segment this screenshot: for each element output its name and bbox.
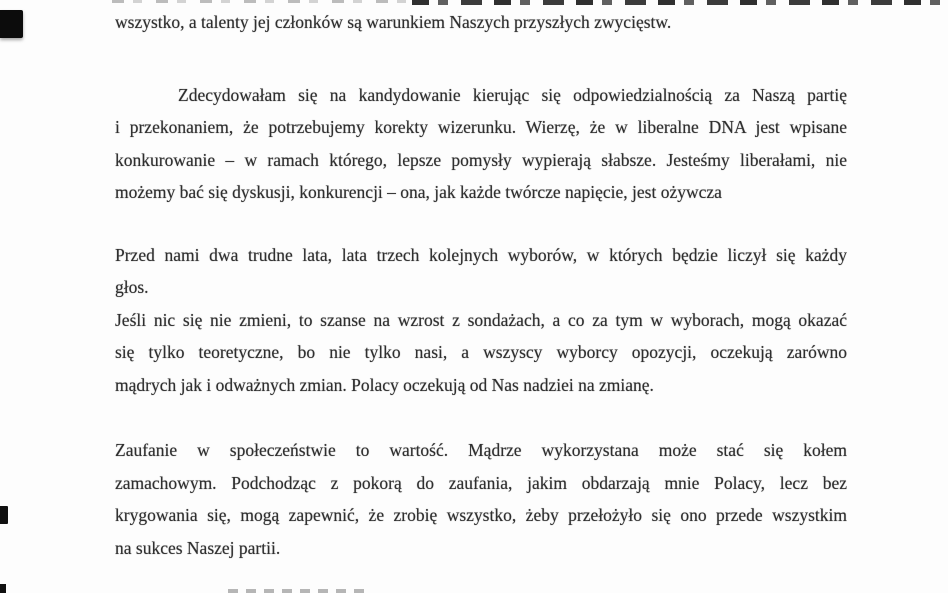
text-line: na sukces Naszej partii. bbox=[115, 537, 281, 558]
left-edge-ink-mark-mid bbox=[0, 506, 8, 524]
text-line: Zaufanie w społeczeństwie to wartość. Mądrze wykorzystana może stać się kołem bbox=[115, 440, 847, 460]
document-text-column bbox=[115, 6, 847, 564]
paragraph bbox=[115, 6, 847, 39]
bottom-edge-cutoff-text bbox=[228, 589, 368, 593]
left-edge-ink-mark-bottom bbox=[0, 584, 6, 593]
text-line: Jeśli nic się nie zmieni, to szanse na wzrost z sondażach, a co za tym w wyborach, mogą okazać bbox=[115, 309, 847, 330]
paragraph bbox=[115, 79, 847, 209]
text-line: wszystko, a talenty jej członków są warunkiem Naszych przyszłych zwycięstw. bbox=[115, 12, 672, 32]
paragraph bbox=[115, 239, 847, 402]
text-line: krygowania się, mogą zapewnić, że zrobię wszystko, żeby przełożyło się ono przede wszystkim bbox=[115, 505, 847, 525]
top-edge-cutoff-text-faint bbox=[112, 0, 412, 3]
text-line: konkurowanie – w ramach którego, lepsze pomysły wypierają słabsze. Jesteśmy liberałami, nie bbox=[115, 149, 847, 170]
paragraph bbox=[115, 434, 847, 564]
left-edge-ink-blot bbox=[0, 10, 23, 38]
text-line: Zdecydowałam się na kandydowanie kierując się odpowiedzialnością za Naszą partię bbox=[178, 84, 847, 105]
text-line: się tylko teoretyczne, bo nie tylko nasi, a wszyscy wyborcy opozycji, oczekują zarówno bbox=[115, 342, 847, 362]
text-line: głos. bbox=[115, 277, 149, 297]
text-line: możemy bać się dyskusji, konkurencji – ona, jak każde twórcze napięcie, jest ożywcza bbox=[115, 182, 722, 202]
top-edge-cutoff-text-dark bbox=[412, 0, 940, 5]
text-line: i przekonaniem, że potrzebujemy korekty wizerunku. Wierzę, że w liberalne DNA jest wpisane bbox=[115, 117, 847, 137]
text-line: mądrych jak i odważnych zmian. Polacy oczekują od Nas nadziei na zmianę. bbox=[115, 374, 654, 395]
text-line: Przed nami dwa trudne lata, lata trzech kolejnych wyborów, w których będzie liczył się każdy bbox=[115, 244, 847, 265]
text-line: zamachowym. Podchodząc z pokorą do zaufania, jakim obdarzają mnie Polacy, lecz bez bbox=[115, 472, 847, 493]
